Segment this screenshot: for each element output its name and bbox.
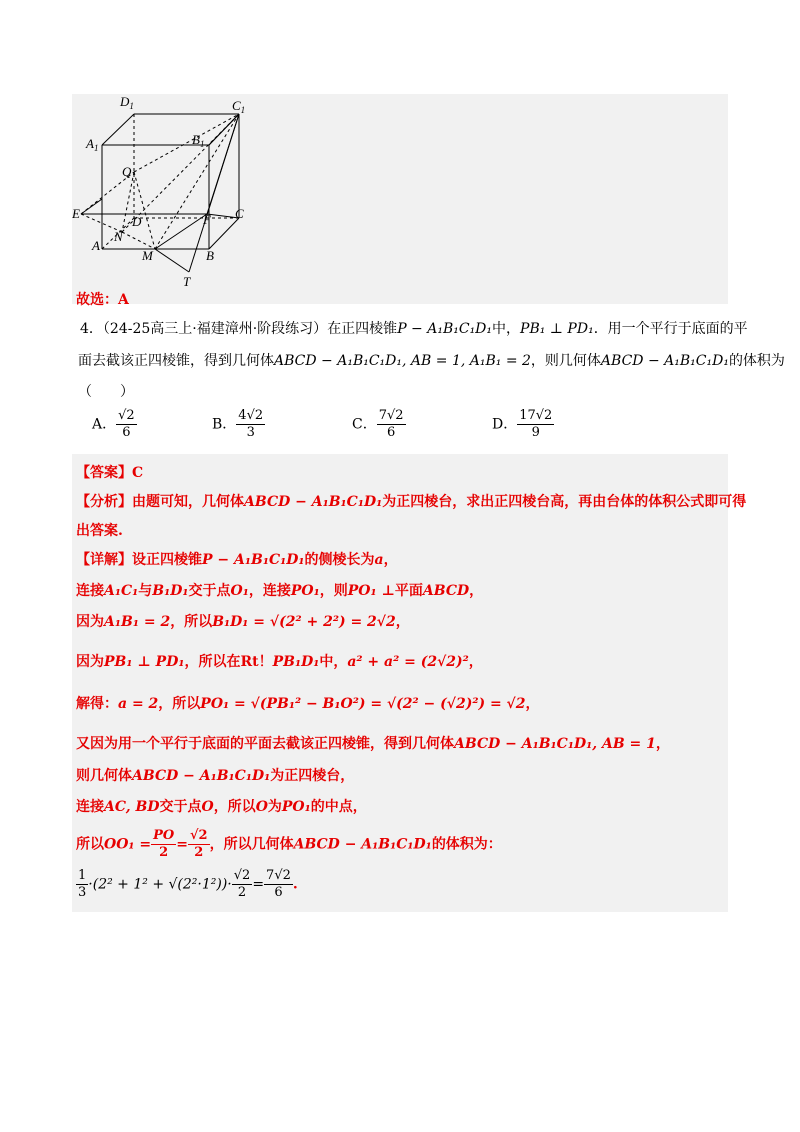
answer-line: 【答案】C [76, 465, 144, 481]
problem-source: （24-25高三上·福建漳州·阶段练习） [102, 321, 328, 337]
prev-answer: 故选：A [76, 292, 129, 308]
label-A1: $A_1$ [86, 136, 99, 153]
dashed-nm [122, 232, 155, 249]
label-B: B [206, 248, 214, 263]
option-d[interactable]: D． $\frac{17√2}{9}$ [492, 408, 553, 440]
label-F: F [203, 212, 211, 227]
option-a[interactable]: A． $\frac{√2}{6}$ [92, 408, 135, 440]
label-B1: $B_1$ [192, 132, 205, 149]
option-c[interactable]: C． $\frac{7√2}{6}$ [352, 408, 404, 440]
cube-figure [72, 94, 252, 290]
detail-line-4: 因为PB₁ ⊥ PD₁，所以在Rt！PB₁D₁中，a² + a² = (2√2)²， [76, 654, 483, 670]
detail-line-2: 连接A₁C₁与B₁D₁交于点O₁，连接PO₁，则PO₁ ⊥平面ABCD， [76, 583, 484, 599]
detail-line-3: 因为A₁B₁ = 2，所以B₁D₁ = √(2² + 2²) = 2√2， [76, 614, 410, 630]
label-D1: $D_1$ [120, 94, 134, 111]
option-b[interactable]: B． $\frac{4√2}{3}$ [212, 408, 264, 440]
analysis-line-2: 出答案. [76, 523, 123, 539]
edge-mf [155, 214, 207, 249]
problem-text: 在正四棱锥 [327, 321, 398, 337]
detail-line-7: 则几何体ABCD − A₁B₁C₁D₁为正四棱台， [76, 768, 355, 784]
label-N: N [114, 229, 123, 244]
edge-bc [209, 218, 239, 249]
perp-condition: PB₁ ⊥ PD₁ [520, 321, 594, 337]
analysis-line-1: 【分析】由题可知，几何体ABCD − A₁B₁C₁D₁为正四棱台，求出正四棱台高，再由台体的体积公式即可得 [76, 494, 747, 510]
label-C: C [235, 206, 244, 221]
label-A: A [92, 238, 100, 253]
detail-line-10: $\frac{1}{3}$ ·(2² + 1² + √(2²·1²))· $\frac{√2}{2}$ = $\frac{7√2}{6}$ . [78, 868, 298, 900]
label-D: D [132, 214, 142, 229]
label-C1: $C_1$ [232, 98, 246, 115]
detail-line-6: 又因为用一个平行于底面的平面去截该正四棱锥，得到几何体ABCD − A₁B₁C₁D₁, AB = 1， [76, 736, 670, 752]
problem-line-1: 4．（24-25高三上·福建漳州·阶段练习）在正四棱锥P − A₁B₁C₁D₁中，PB₁ ⊥ PD₁．用一个平行于底面的平 [80, 321, 748, 337]
label-E: E [72, 206, 80, 221]
detail-line-9: 所以OO₁ = $\frac{PO}{2}$ = $\frac{√2}{2}$ ，所以几何体ABCD − A₁B₁C₁D₁的体积为： [76, 828, 502, 860]
label-M: M [142, 248, 153, 263]
problem-line-2: 面去截该正四棱锥，得到几何体ABCD − A₁B₁C₁D₁, AB = 1, A₁B₁ = 2，则几何体ABCD − A₁B₁C₁D₁的体积为 [78, 353, 785, 369]
detail-line-8: 连接AC, BD交于点O，所以O为PO₁的中点， [76, 799, 367, 815]
detail-line-1: 【详解】设正四棱锥P − A₁B₁C₁D₁的侧棱长为a， [76, 552, 398, 568]
problem-number: 4． [80, 321, 103, 337]
dashed-qm [134, 172, 155, 249]
edge-mt [155, 249, 189, 272]
detail-line-5: 解得：a = 2，所以PO₁ = √(PB₁² − B₁O²) = √(2² − (√2)²) = √2， [76, 696, 540, 712]
frustum-condition: ABCD − A₁B₁C₁D₁, AB = 1, A₁B₁ = 2 [274, 353, 531, 369]
label-T: T [183, 274, 191, 289]
edge-a1d1 [102, 114, 134, 145]
edge-ea [81, 199, 102, 214]
pyramid-name: P − A₁B₁C₁D₁ [397, 321, 493, 337]
label-Q: Q [122, 164, 132, 179]
problem-paren: （ ） [78, 384, 134, 400]
